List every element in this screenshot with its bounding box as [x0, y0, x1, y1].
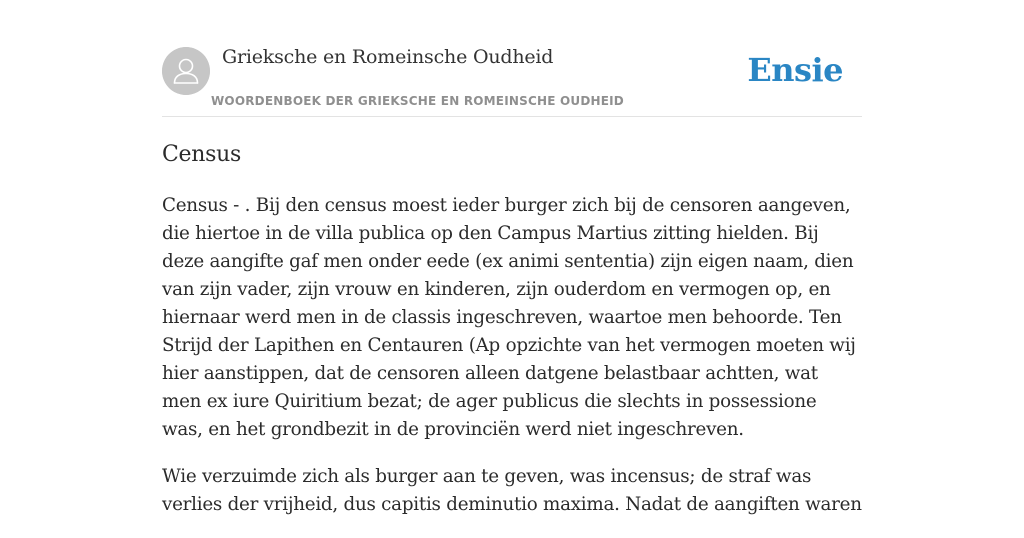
- user-silhouette-icon: [162, 47, 210, 95]
- author-name[interactable]: Grieksche en Romeinsche Oudheid: [222, 46, 554, 68]
- page: [162, 0, 862, 515]
- header: [162, 0, 862, 117]
- article-body: [162, 192, 862, 538]
- article-paragraph: Census - . Bij den census moest ieder burger zich bij de censoren aangeven, die hiertoe in de villa publica op den Campus Martius zitting hielden. Bij deze aangifte gaf men onder eede (ex animi sententia) zijn eigen naam, dien van zijn vader, zijn vrouw en kinderen, zijn ouderdom en vermogen op, en hiernaar werd men in de classis ingeschreven, waartoe men behoorde. Ten Strijd der Lapithen en Centauren (Ap opzichte van het vermogen moeten wij hier aanstippen, dat de censoren alleen datgene belastbaar achtten, wat men ex iure Quiritium bezat; de ager publicus die slechts in possessione was, en het grondbezit in de provinciën werd niet ingeschreven.: [162, 195, 856, 440]
- article-title: Census: [162, 142, 241, 167]
- article-paragraph: Wie verzuimde zich als burger aan te geven, was incensus; de straf was verlies der vrijheid, dus capitis deminutio maxima. Nadat de aangiften waren: [162, 466, 862, 515]
- brand-logo[interactable]: Ensie: [747, 51, 843, 89]
- dictionary-name[interactable]: WOORDENBOEK DER GRIEKSCHE EN ROMEINSCHE OUDHEID: [211, 94, 624, 108]
- avatar[interactable]: [162, 47, 210, 95]
